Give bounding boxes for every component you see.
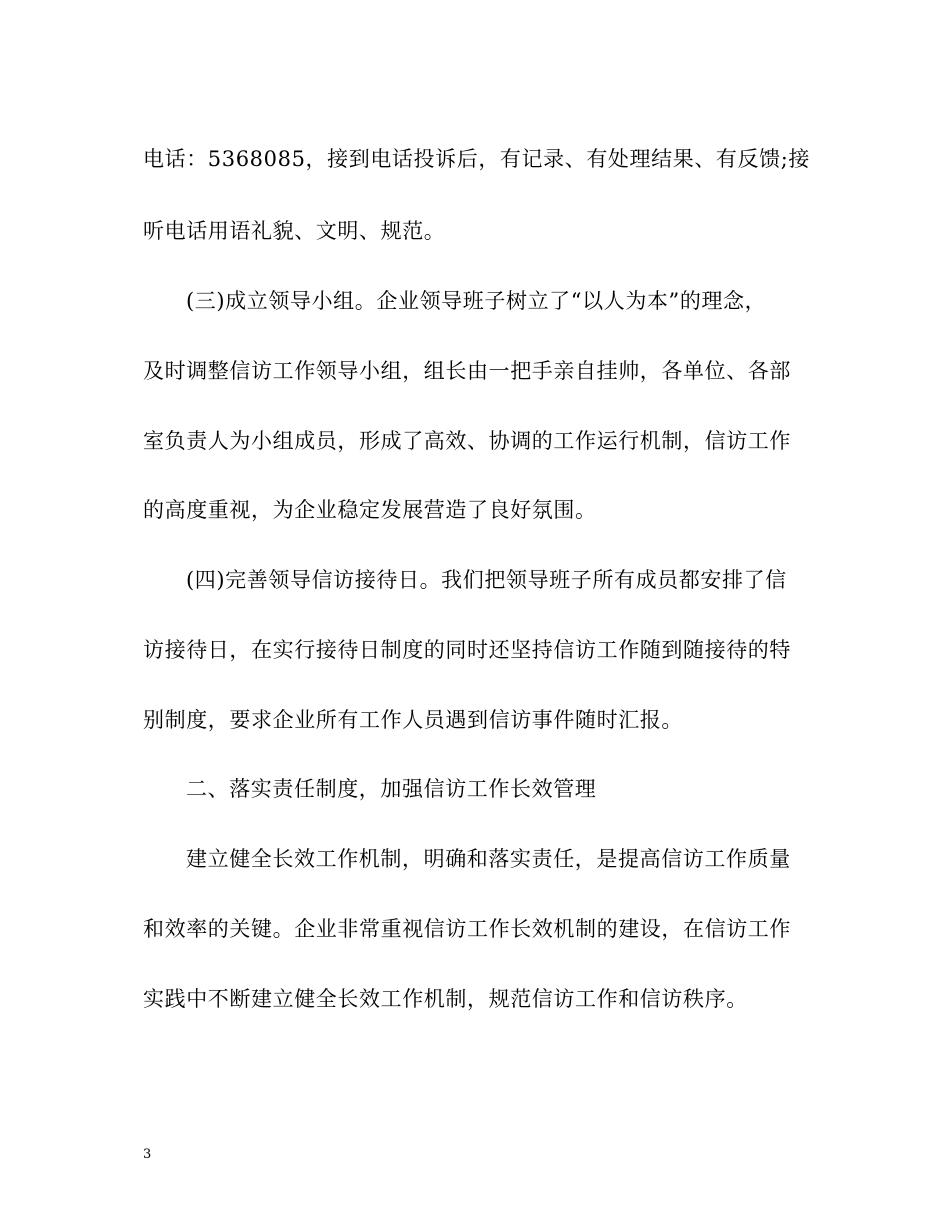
- text-line: 访接待日，在实行接待日制度的同时还坚持信访工作随到随接待的特: [143, 638, 791, 662]
- text-line: 的高度重视，为企业稳定发展营造了良好氛围。: [143, 498, 597, 522]
- text-line: 建立健全长效工作机制，明确和落实责任，是提高信访工作质量: [186, 847, 791, 871]
- text-line: 室负责人为小组成员，形成了高效、协调的工作运行机制，信访工作: [143, 429, 791, 453]
- paragraph-heading-four: (四)完善领导信访接待日。我们把领导班子所有成员都安排了信: [186, 568, 787, 592]
- page-number: 3: [143, 1147, 152, 1162]
- text-line: 电话：5368085，接到电话投诉后，有记录、有处理结果、有反馈;接: [143, 147, 810, 171]
- text-line: 听电话用语礼貌、文明、规范。: [143, 219, 446, 243]
- text-line: 别制度，要求企业所有工作人员遇到信访事件随时汇报。: [143, 708, 683, 732]
- paragraph-heading-three: (三)成立领导小组。企业领导班子树立了“以人为本”的理念，: [186, 289, 767, 313]
- text-line: 和效率的关键。企业非常重视信访工作长效机制的建设，在信访工作: [143, 917, 791, 941]
- text-line: 及时调整信访工作领导小组，组长由一把手亲自挂帅，各单位、各部: [143, 359, 791, 383]
- text-line: 实践中不断建立健全长效工作机制，规范信访工作和信访秩序。: [143, 987, 748, 1011]
- section-heading: 二、落实责任制度，加强信访工作长效管理: [186, 777, 597, 801]
